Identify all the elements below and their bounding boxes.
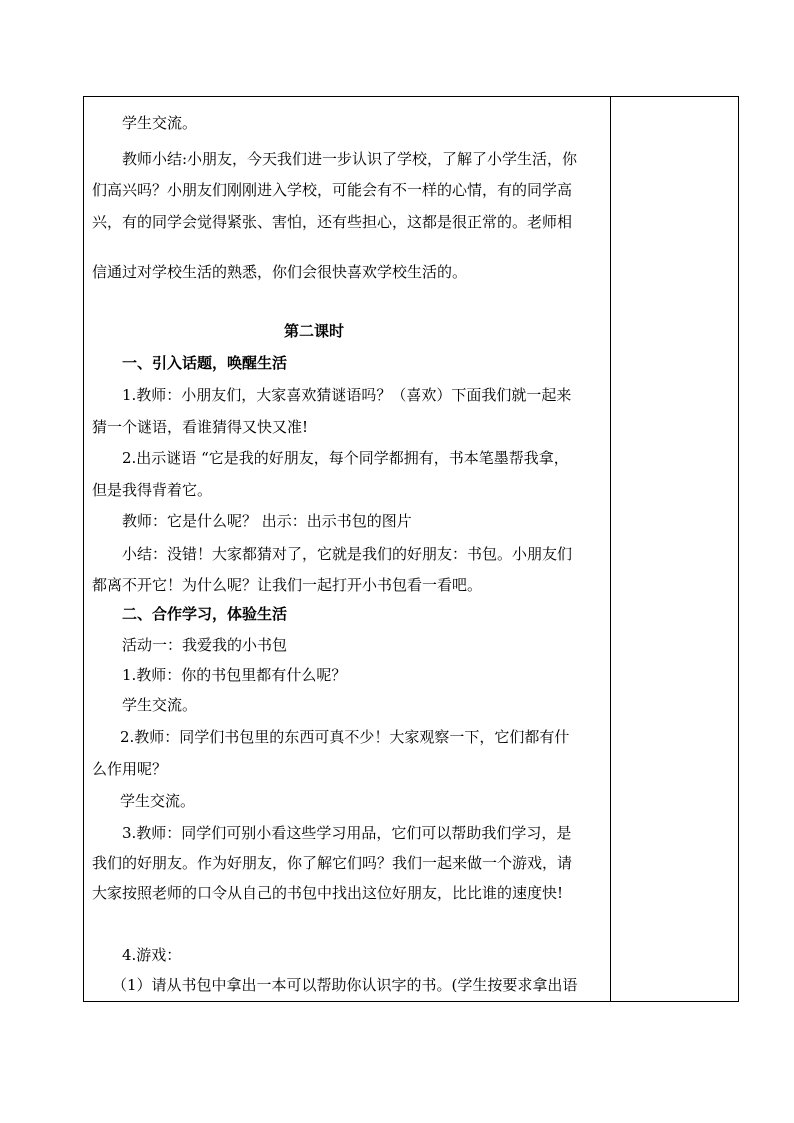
section-heading: 二、合作学习，体验生活	[122, 605, 288, 623]
text-line: 都离不开它！为什么呢？让我们一起打开小书包看一看吧。	[92, 576, 483, 594]
text-line: 兴，有的同学会觉得紧张、害怕，还有些担心，这都是很正常的。老师相	[92, 213, 573, 231]
text-line: 教师：它是什么呢？ 出示：出示书包的图片	[122, 512, 412, 530]
lesson-table	[83, 96, 739, 1002]
text-line: 学生交流。	[122, 696, 198, 714]
lesson-content-cell	[84, 97, 610, 1001]
text-line: 3.教师：同学们可别小看这些学习用品，它们可以帮助我们学习，是	[122, 824, 572, 842]
text-line: 学生交流。	[122, 114, 198, 132]
text-line: 小结：没错！大家都猜对了，它就是我们的好朋友：书包。小朋友们	[122, 545, 573, 563]
text-line: 2.教师：同学们书包里的东西可真不少！大家观察一下，它们都有什	[120, 728, 570, 746]
text-line: 2.出示谜语 “它是我的好朋友，每个同学都拥有，书本笔墨帮我拿，	[122, 449, 569, 467]
text-line: 猜一个谜语，看谁猜得又快又准!	[92, 418, 309, 436]
text-line: 教师小结:小朋友，今天我们进一步认识了学校，了解了小学生活，你	[122, 150, 578, 168]
section-heading: 一、引入话题，唤醒生活	[122, 354, 288, 372]
text-line: 活动一：我爱我的小书包	[122, 636, 288, 654]
text-line: 信通过对学校生活的熟悉，你们会很快喜欢学校生活的。	[92, 263, 468, 281]
text-line: 1.教师：你的书包里都有什么呢？	[122, 666, 347, 684]
text-line: 学生交流。	[120, 792, 196, 810]
text-line: 们高兴吗？小朋友们刚刚进入学校，可能会有不一样的心情，有的同学高	[92, 181, 573, 199]
text-line: （1）请从书包中拿出一本可以帮助你认识字的书。(学生按要求拿出语	[112, 976, 578, 994]
text-line: 我们的好朋友。作为好朋友，你了解它们吗？我们一起来做一个游戏，请	[92, 854, 573, 872]
section-heading: 第二课时	[284, 322, 345, 340]
text-line: 大家按照老师的口令从自己的书包中找出这位好朋友，比比谁的速度快!	[92, 884, 564, 902]
text-line: 么作用呢？	[92, 760, 168, 778]
notes-cell	[611, 97, 738, 1001]
text-line: 4.游戏：	[122, 946, 182, 964]
text-line: 1.教师：小朋友们，大家喜欢猜谜语吗？（喜欢）下面我们就一起来	[122, 386, 572, 404]
text-line: 但是我得背着它。	[92, 481, 213, 499]
